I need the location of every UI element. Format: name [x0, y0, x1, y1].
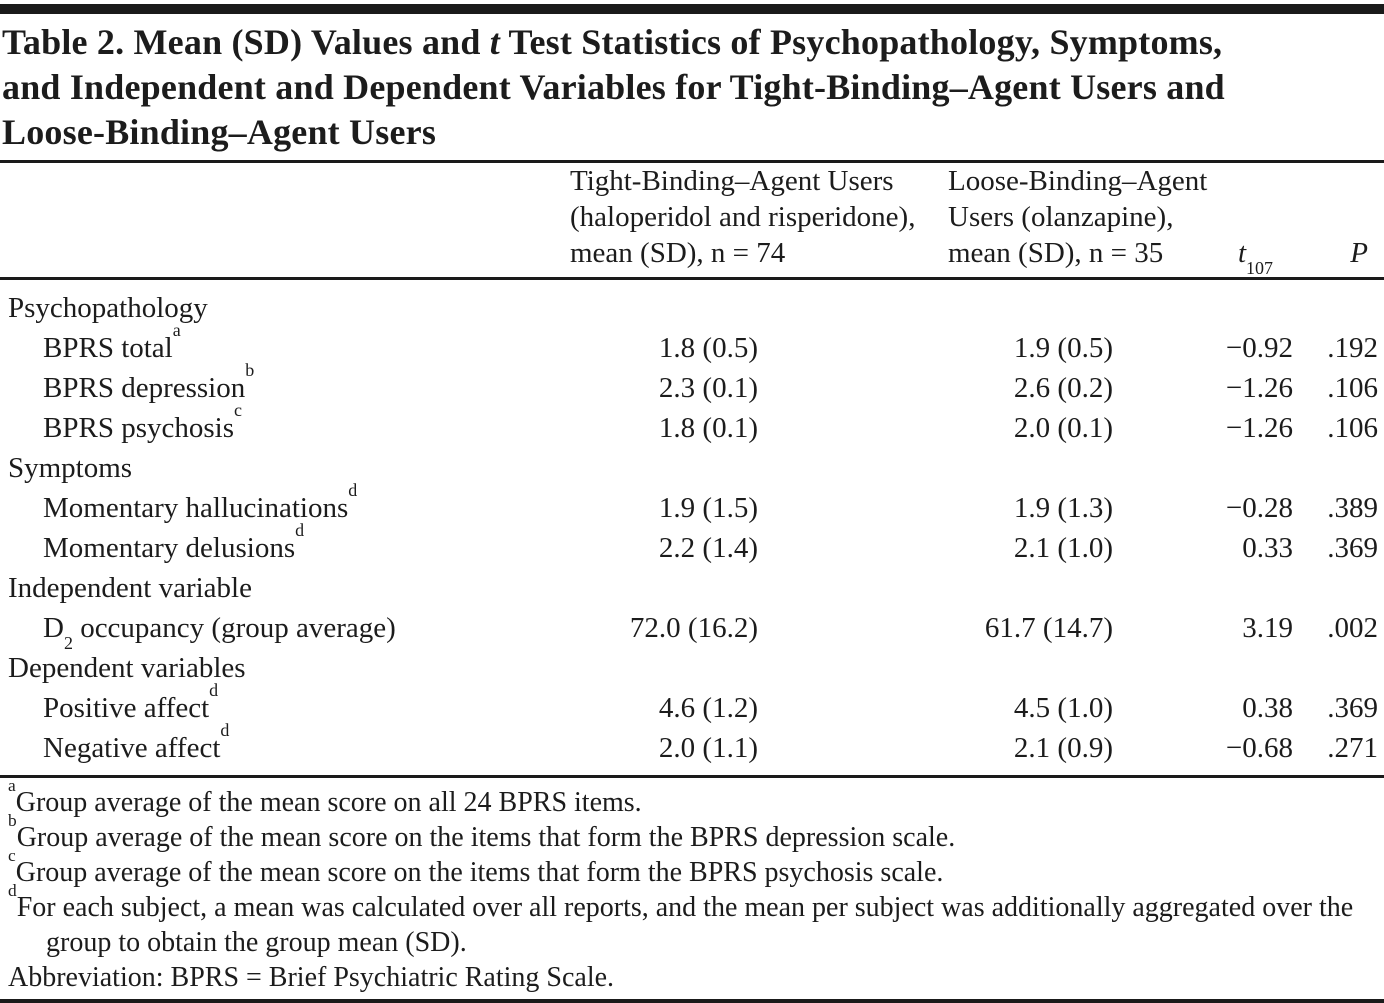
- header-tight-line3: mean (SD), n = 74: [570, 237, 786, 269]
- row-label: [0, 648, 1384, 688]
- cell-loose-value: 1.9 (0.5): [1013, 332, 1113, 364]
- cell-loose-value: 2.1 (0.9): [768, 728, 1133, 777]
- top-rule: [0, 4, 1384, 14]
- row-label-text: Momentary hallucinations: [43, 492, 349, 524]
- cell-tight-value: 4.6 (1.2): [658, 692, 758, 724]
- footnote-marker: d: [209, 680, 219, 701]
- bottom-rule: [0, 999, 1384, 1003]
- cell-tight-value: 1.8 (0.1): [658, 412, 758, 444]
- footnote-marker: a: [172, 320, 181, 341]
- cell-t-value: −1.26: [1225, 412, 1293, 444]
- table-row: [0, 368, 1384, 408]
- footnote-line: [8, 960, 1378, 995]
- cell-tight-value: 1.9 (1.5): [658, 492, 758, 524]
- row-label-text: BPRS psychosis: [43, 412, 234, 444]
- cell-t-value: 0.33: [1242, 532, 1293, 564]
- row-label-text: Psychopathology: [8, 292, 208, 324]
- row-label-text: Dependent variables: [8, 652, 246, 684]
- row-label-text: BPRS total: [43, 332, 173, 364]
- table-header: [0, 163, 1384, 279]
- footnotes-block: [0, 778, 1384, 995]
- row-label-text: Symptoms: [8, 452, 133, 484]
- header-loose-line3: mean (SD), n = 35: [948, 237, 1164, 269]
- footnote-marker: a: [8, 776, 16, 796]
- header-tight-line2: (haloperidol and risperidone),: [570, 201, 916, 233]
- cell-t-value: 3.19: [1242, 612, 1293, 644]
- footnote-text: Group average of the mean score on the items that form the BPRS psychosis scale.: [15, 857, 944, 888]
- footnote-line: [8, 881, 1378, 960]
- cell-p-value: .389: [1327, 492, 1378, 524]
- title-line2: and Independent and Dependent Variables for Tight-Binding–Agent Users and: [2, 67, 1225, 107]
- cell-p-value: .106: [1327, 412, 1378, 444]
- row-label: [0, 448, 1384, 488]
- header-loose-line2: Users (olanzapine),: [948, 201, 1174, 233]
- table-row: [0, 328, 1384, 368]
- row-label: [0, 480, 430, 528]
- row-label: [0, 279, 1384, 329]
- cell-tight-value: 1.8 (0.5): [658, 332, 758, 364]
- cell-p-value: .002: [1327, 612, 1378, 644]
- cell-loose-value: 2.1 (1.0): [1013, 532, 1113, 564]
- header-tight-line1: Tight-Binding–Agent Users: [570, 165, 894, 197]
- footnote-marker: c: [8, 846, 16, 866]
- cell-t-value: −1.26: [1225, 372, 1293, 404]
- table-row: [0, 528, 1384, 568]
- header-p-value: [1303, 163, 1384, 279]
- footnote-text: Group average of the mean score on all 24 BPRS items.: [15, 787, 642, 818]
- footnote-marker: b: [8, 811, 17, 831]
- footnote-text: For each subject, a mean was calculated over all reports, and the mean per subject was additionally aggregated over the group to obtain the group mean (SD).: [16, 892, 1354, 958]
- cell-p-value: .369: [1327, 692, 1378, 724]
- row-label-text: occupancy (group average): [72, 612, 396, 644]
- row-label-subscript: 2: [63, 632, 73, 653]
- cell-p-value: .271: [1303, 728, 1384, 777]
- title-line1-post: Test Statistics of Psychopathology, Symptoms,: [499, 22, 1223, 62]
- row-label: [0, 520, 430, 568]
- footnote-text: Group average of the mean score on the items that form the BPRS depression scale.: [16, 822, 956, 853]
- row-label: [0, 568, 1384, 608]
- header-loose-line1: Loose-Binding–Agent: [948, 165, 1208, 197]
- cell-loose-value: 2.6 (0.2): [1013, 372, 1113, 404]
- section-row: [0, 568, 1384, 608]
- footnote-line: [8, 811, 1378, 855]
- cell-tight-value: 2.3 (0.1): [658, 372, 758, 404]
- title-line3: Loose-Binding–Agent Users: [2, 112, 437, 152]
- row-label-text: Independent variable: [8, 572, 252, 604]
- footnote-text: Abbreviation: BPRS = Brief Psychiatric Rating Scale.: [8, 962, 615, 993]
- footnote-marker: d: [8, 881, 17, 901]
- section-row: [0, 448, 1384, 488]
- p-symbol: P: [1350, 237, 1368, 269]
- table-row: [0, 608, 1384, 648]
- table-row: [0, 728, 1384, 777]
- footnote-marker: d: [295, 520, 305, 541]
- table-row: [0, 688, 1384, 728]
- row-label-text: Positive affect: [43, 692, 210, 724]
- cell-tight-value: 2.2 (1.4): [658, 532, 758, 564]
- row-label-text: Negative affect: [43, 732, 221, 764]
- table-row: [0, 488, 1384, 528]
- cell-p-value: .106: [1327, 372, 1378, 404]
- footnote-marker: b: [245, 360, 255, 381]
- row-label: [0, 680, 430, 728]
- row-label: [0, 360, 430, 408]
- cell-loose-value: 4.5 (1.0): [1013, 692, 1113, 724]
- row-label: [0, 400, 430, 448]
- table-row: [0, 408, 1384, 448]
- footnote-marker: d: [348, 480, 358, 501]
- section-row: [0, 279, 1384, 329]
- header-tight-binding-column: [430, 163, 916, 279]
- row-label: [0, 720, 430, 777]
- footnote-marker: c: [233, 400, 242, 421]
- cell-t-value: 0.38: [1242, 692, 1293, 724]
- row-label-text: Momentary delusions: [43, 532, 296, 564]
- footnote-line: [8, 776, 1378, 820]
- cell-tight-value: 2.0 (1.1): [430, 728, 768, 777]
- footnote-marker: d: [220, 720, 230, 741]
- cell-loose-value: 2.0 (0.1): [1013, 412, 1113, 444]
- cell-t-value: −0.28: [1225, 492, 1293, 524]
- footnote-line: [8, 846, 1378, 890]
- title-line1-italic-t: t: [489, 22, 500, 62]
- row-label-text: D: [43, 612, 64, 644]
- table-title: [0, 14, 1384, 160]
- header-row: [0, 163, 1384, 279]
- cell-t-value: −0.92: [1225, 332, 1293, 364]
- cell-loose-value: 1.9 (1.3): [1013, 492, 1113, 524]
- cell-t-value: −0.68: [1133, 728, 1303, 777]
- row-label: [0, 320, 430, 368]
- cell-tight-value: 72.0 (16.2): [629, 612, 758, 644]
- row-label: [0, 608, 430, 653]
- t-subscript: 107: [1246, 257, 1273, 278]
- cell-loose-value: 61.7 (14.7): [984, 612, 1113, 644]
- section-row: [0, 648, 1384, 688]
- statistics-table: [0, 163, 1384, 778]
- header-variable-blank: [0, 163, 430, 279]
- cell-p-value: .192: [1327, 332, 1378, 364]
- t-symbol: t: [1237, 237, 1247, 269]
- cell-p-value: .369: [1327, 532, 1378, 564]
- title-line1-pre: Table 2. Mean (SD) Values and: [2, 22, 490, 62]
- row-label-text: BPRS depression: [43, 372, 246, 404]
- table-body: [0, 279, 1384, 777]
